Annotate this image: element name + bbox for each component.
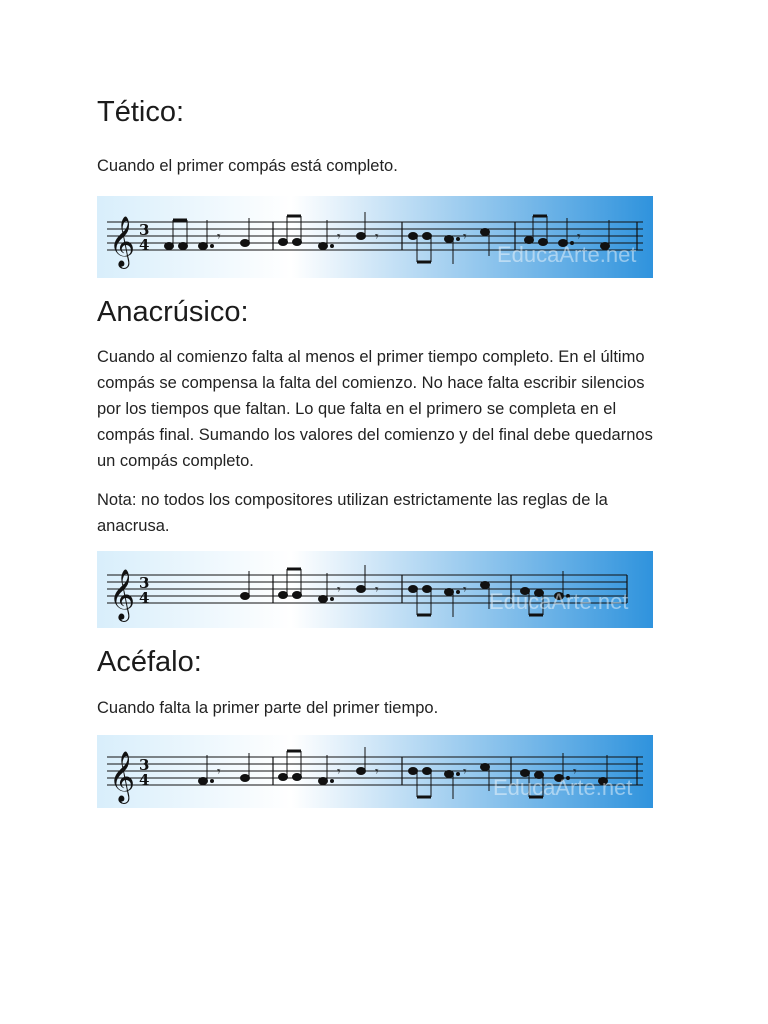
svg-text:𝄾: 𝄾 xyxy=(375,581,379,597)
paragraph-tetico: Cuando el primer compás está completo. xyxy=(97,157,398,175)
svg-text:𝄾: 𝄾 xyxy=(337,228,341,244)
svg-text:𝄾: 𝄾 xyxy=(573,763,577,779)
time-signature-top: 3 xyxy=(139,221,150,239)
treble-clef-icon: 𝄞 xyxy=(109,216,136,267)
heading-acefalo: Acéfalo: xyxy=(97,646,202,678)
time-signature-bottom: 4 xyxy=(139,236,150,254)
time-signature-top: 3 xyxy=(139,756,150,774)
paragraph-anacrusico: Cuando al comienzo falta al menos el primer tiempo completo. En el último compás se compensa la falta del comienzo. No hace falta escribir silencios por los tiempos que faltan. Lo que falta en el primero se completa en el compás final. Sumando los valores del comienzo y del final debe quedarnos un compás completo. xyxy=(97,348,653,470)
heading-tetico: Tético: xyxy=(97,96,185,128)
paragraph-nota: Nota: no todos los compositores utilizan estrictamente las reglas de la anacrusa. xyxy=(97,491,608,535)
svg-text:𝄾: 𝄾 xyxy=(337,763,341,779)
staff-watermark: EducaArte.net xyxy=(489,589,629,614)
svg-text:𝄾: 𝄾 xyxy=(375,763,379,779)
paragraph-acefalo: Cuando falta la primer parte del primer tiempo. xyxy=(97,699,439,717)
svg-text:𝄾: 𝄾 xyxy=(217,228,221,244)
music-staff-acefalo xyxy=(97,735,653,808)
music-staff-anacrusico xyxy=(97,551,653,628)
svg-text:𝄾: 𝄾 xyxy=(217,763,221,779)
time-signature-bottom: 4 xyxy=(139,589,150,607)
time-signature-bottom: 4 xyxy=(139,771,150,789)
svg-text:𝄾: 𝄾 xyxy=(463,581,467,597)
music-staff-tetico xyxy=(97,196,653,278)
svg-text:𝄾: 𝄾 xyxy=(463,228,467,244)
svg-text:𝄾: 𝄾 xyxy=(577,228,581,244)
treble-clef-icon: 𝄞 xyxy=(109,569,136,620)
svg-text:𝄾: 𝄾 xyxy=(463,763,467,779)
time-signature-top: 3 xyxy=(139,574,150,592)
staff-watermark: EducaArte.net xyxy=(497,242,637,267)
heading-anacrusico: Anacrúsico: xyxy=(97,296,249,328)
svg-text:𝄾: 𝄾 xyxy=(375,228,379,244)
svg-text:𝄾: 𝄾 xyxy=(337,581,341,597)
staff-watermark: EducaArte.net xyxy=(493,775,633,800)
treble-clef-icon: 𝄞 xyxy=(109,751,136,802)
